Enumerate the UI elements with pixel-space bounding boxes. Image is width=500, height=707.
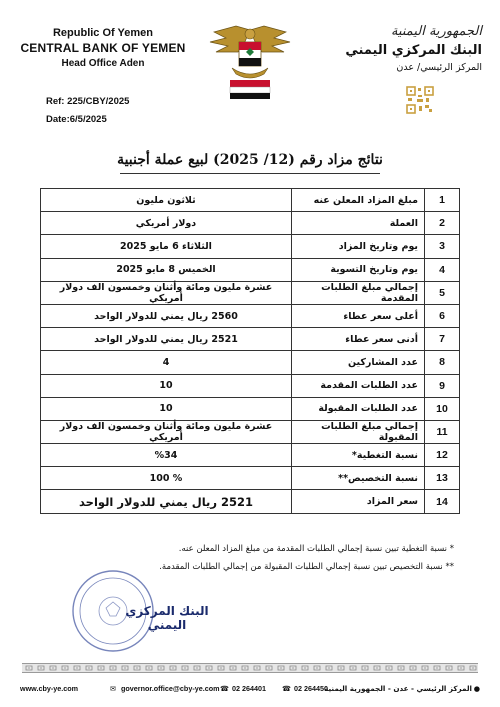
row-label: يوم وتاريخ المزاد [292,235,425,258]
table-row [41,467,460,490]
address-text: المركز الرئيسي - عدن - الجمهورية اليمنية [324,684,472,693]
email-link[interactable]: governor.office@cby-ye.com [121,684,220,693]
row-value: الثلاثاء 6 مايو 2025 [41,235,292,258]
row-number: 7 [425,328,460,351]
document-title: نتائج مزاد رقم (12/ 2025) لبيع عملة أجنبية [117,152,383,168]
row-value: 2560 ريال يمني للدولار الواحد [41,304,292,327]
row-number: 6 [425,304,460,327]
row-label: أعلى سعر عطاء [292,304,425,327]
row-label: العملة [292,212,425,235]
row-value: دولار أمريكي [41,212,292,235]
table-row [41,374,460,397]
row-label: سعر المزاد [292,490,425,513]
table-row [41,304,460,327]
row-number: 14 [425,490,460,513]
row-label: عدد الطلبات المقدمة [292,374,425,397]
office-name-en: Head Office Aden [61,58,145,69]
auction-results-table [40,188,460,514]
row-number: 3 [425,235,460,258]
decorative-border [22,663,478,673]
footer-contact [20,684,480,696]
stamp-bank-name: البنك المركزي اليمني [125,604,209,632]
row-label: إجمالي مبلغ الطلبات المقبولة [292,420,425,443]
row-number: 11 [425,420,460,443]
row-value: 10 [41,397,292,420]
row-number: 5 [425,281,460,304]
row-value: عشرة مليون ومائة وأثنان وخمسون الف دولار أمريكي [41,420,292,443]
row-number: 2 [425,212,460,235]
phone-number-2: 02 264450 [294,684,328,693]
footnote-allocation: ** نسبة التخصيص تبين نسبة إجمالي الطلبات المقبولة من إجمالي الطلبات المقدمة. [159,562,454,572]
footnote-coverage: * نسبة التغطية تبين نسبة إجمالي الطلبات المقدمة من مبلغ المزاد المعلن عنه. [178,544,454,554]
row-label: عدد المشاركين [292,351,425,374]
row-value: %34 [41,444,292,467]
row-number: 10 [425,397,460,420]
phone-icon: ☎ [282,684,291,693]
row-label: نسبة التغطية* [292,444,425,467]
row-number: 12 [425,444,460,467]
row-label: أدنى سعر عطاء [292,328,425,351]
row-value: عشرة مليون ومائة وأثنان وخمسون الف دولار أمريكي [41,281,292,304]
table-row [41,444,460,467]
table-row [41,212,460,235]
title-underline [120,173,380,174]
table-row [41,189,460,212]
row-number: 1 [425,189,460,212]
office-name-ar: المركز الرئيسي/ عدن [396,62,482,73]
arabic-letterhead [332,24,482,73]
qr-code-icon [406,86,434,114]
yemen-eagle-emblem-icon [206,22,294,102]
table-row [41,397,460,420]
bank-name-en: CENTRAL BANK OF YEMEN [20,41,186,55]
bank-name-ar: البنك المركزي اليمني [345,43,482,58]
email-icon: ✉ [110,684,117,693]
row-number: 4 [425,258,460,281]
row-value: 10 [41,374,292,397]
fax-icon: ☎ [220,684,229,693]
row-number: 13 [425,467,460,490]
table-row [41,351,460,374]
table-row [41,258,460,281]
row-value: 2521 ريال يمني للدولار الواحد [41,490,292,513]
row-label: إجمالي مبلغ الطلبات المقدمة [292,281,425,304]
row-label: مبلغ المزاد المعلن عنه [292,189,425,212]
row-value: % 100 [41,467,292,490]
table-row [41,328,460,351]
row-value: الخميس 8 مايو 2025 [41,258,292,281]
row-label: عدد الطلبات المقبولة [292,397,425,420]
reference-number: Ref: 225/CBY/2025 [46,96,130,107]
row-value: 4 [41,351,292,374]
country-name-ar: الجمهورية اليمنية [390,24,482,39]
table-row [41,235,460,258]
row-value: 2521 ريال يمني للدولار الواحد [41,328,292,351]
table-row [41,281,460,304]
english-letterhead [18,26,188,71]
row-number: 9 [425,374,460,397]
country-name-en: Republic Of Yemen [52,27,154,39]
row-number: 8 [425,351,460,374]
location-pin-icon: ● [473,684,480,693]
website-link[interactable]: www.cby-ye.com [20,684,79,693]
row-label: نسبة التخصيص** [292,467,425,490]
row-value: ثلاثون مليون [41,189,292,212]
table-row [41,490,460,513]
phone-number-1: 02 264401 [232,684,266,693]
table-row [41,420,460,443]
document-date: Date:6/5/2025 [46,114,107,125]
row-label: يوم وتاريخ التسوية [292,258,425,281]
